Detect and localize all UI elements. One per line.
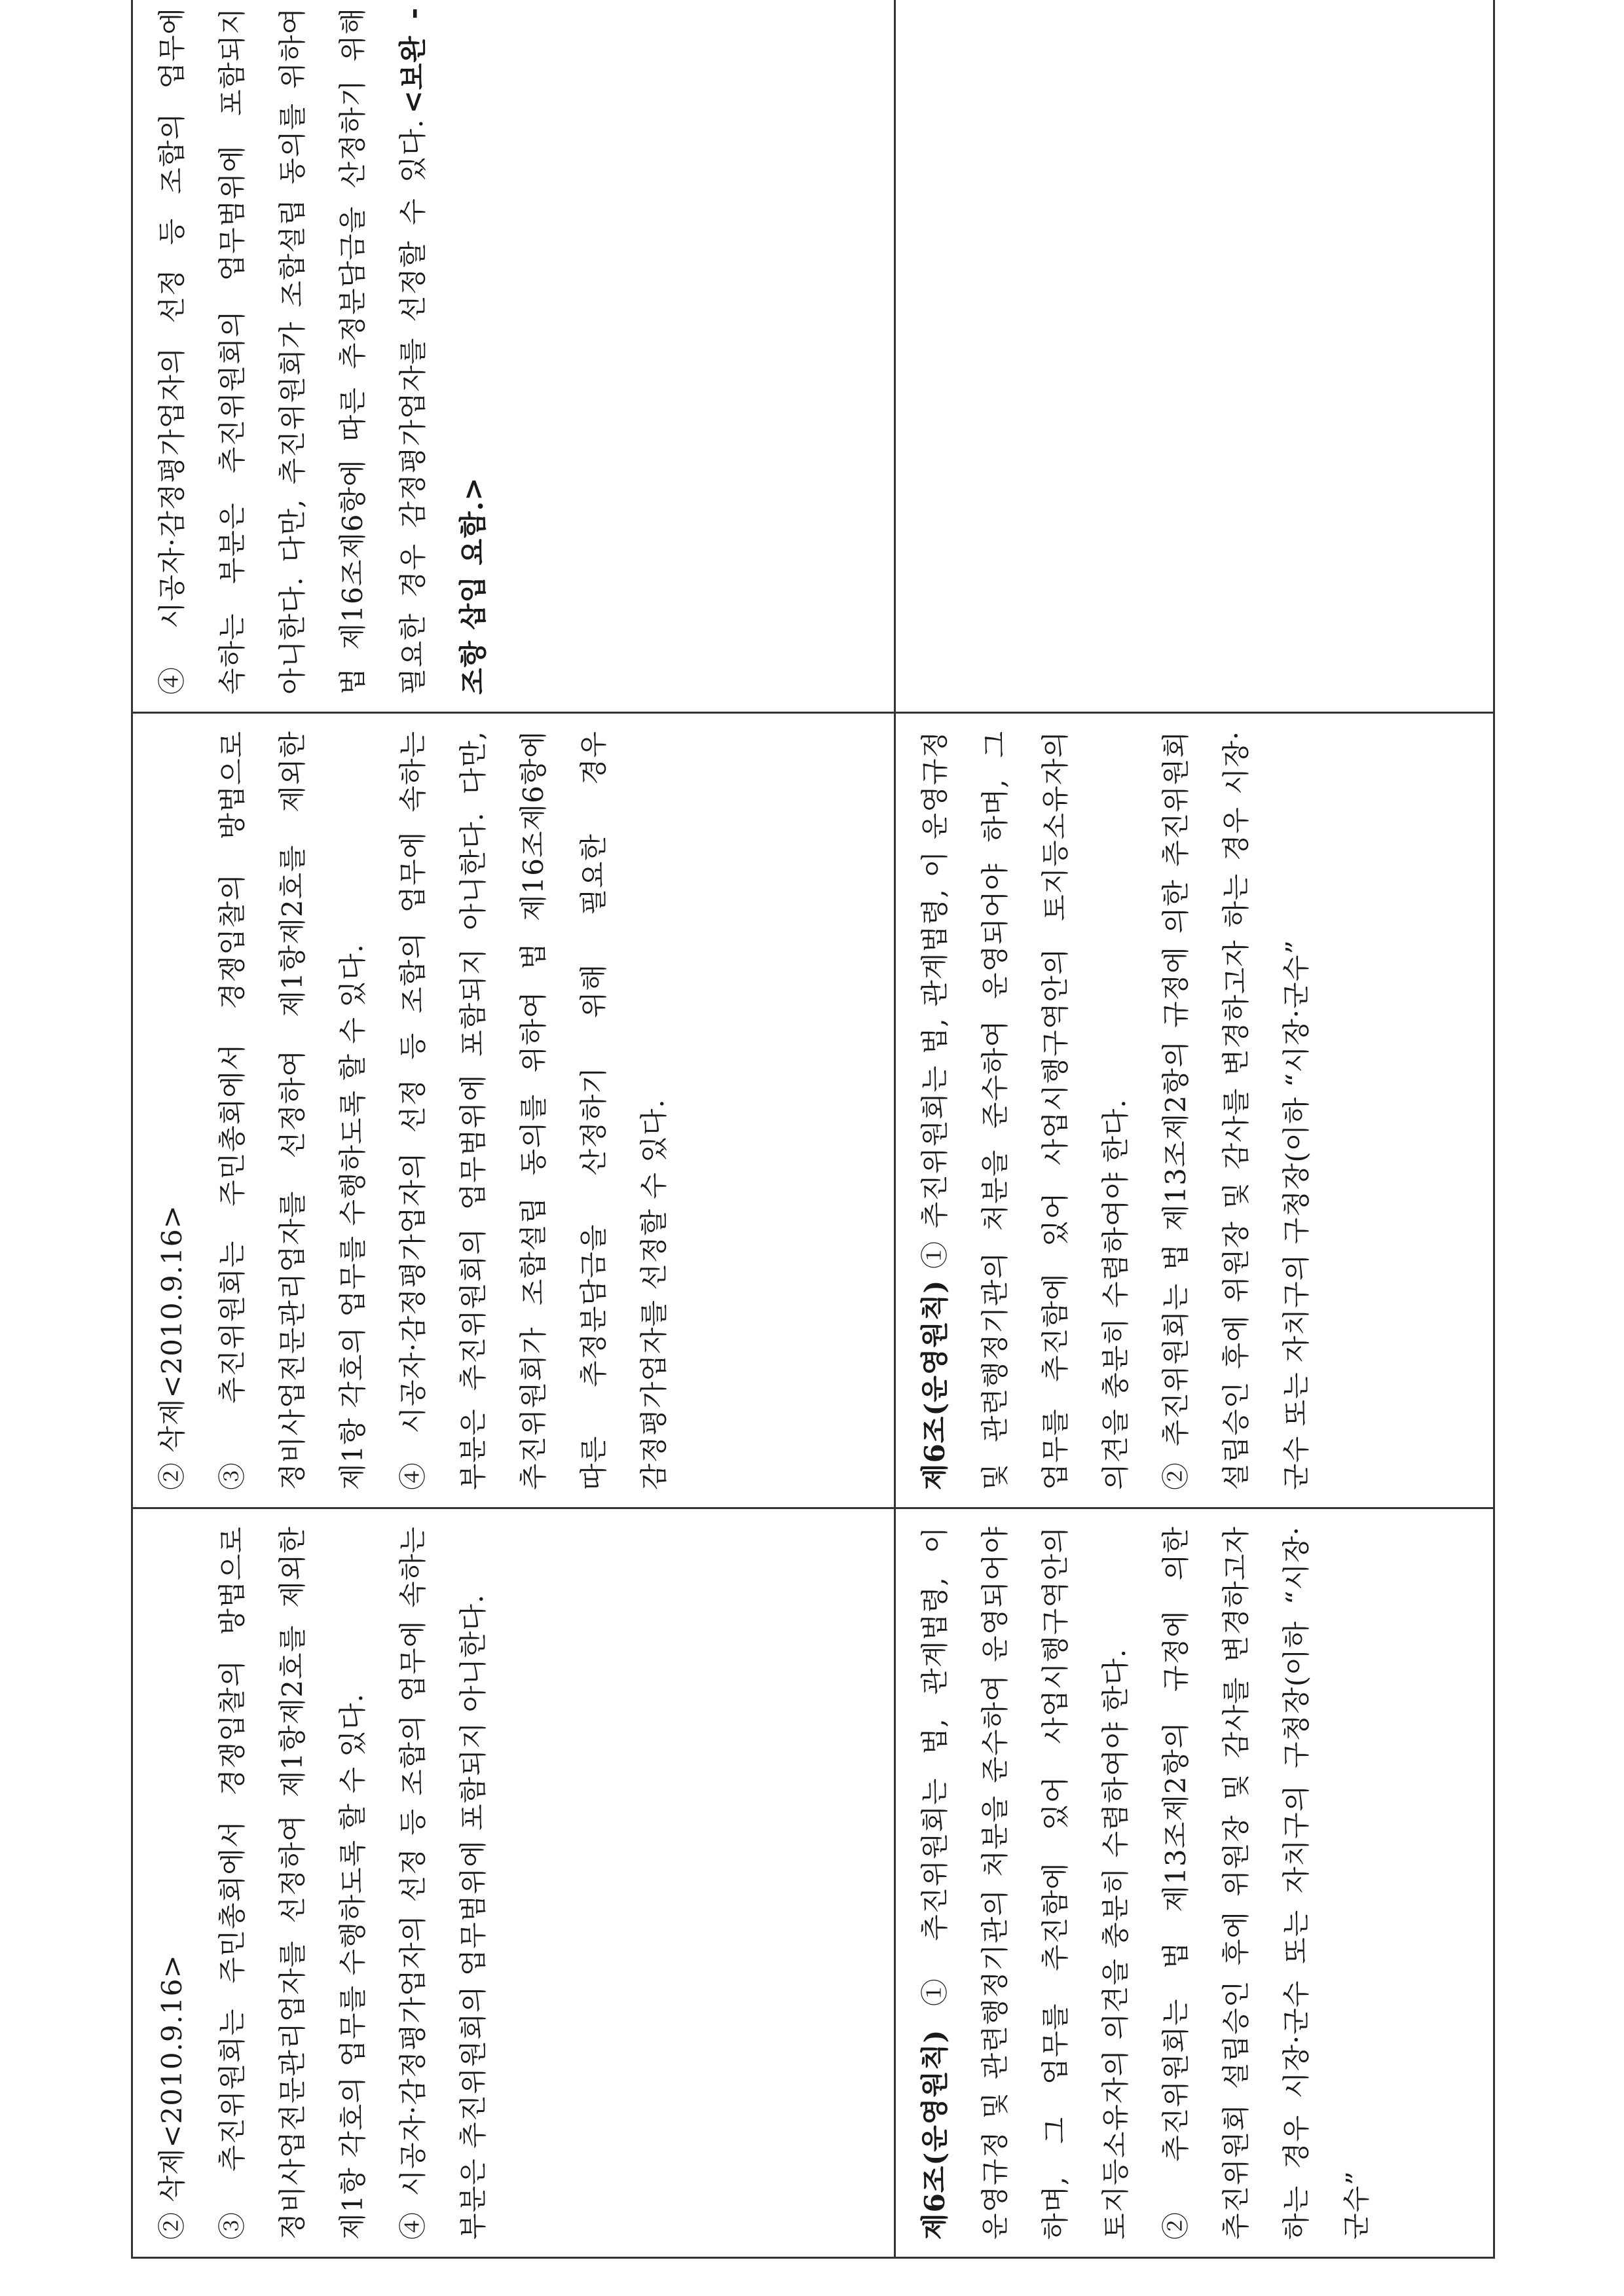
article-6 xyxy=(905,731,1146,1490)
note-text: ④ 시공자·감정평가업자의 선정 등 조합의 업무에 속하는 부분은 추진위원회의 업무범위에 포함되지 아니한다. 다만, 추진위원회가 조합설립 동의를 위하여 법 제16조제6항에 따른 추정분담금을 산정하기 위해 필요한 경우 감정평가업자를 선정할 수 있다. xyxy=(156,7,429,695)
table-cell-empty xyxy=(895,0,1494,713)
clause-3: ③ 추진위원회는 주민총회에서 경쟁입찰의 방법으로 정비사업전문관리업자를 선정하여 제1항제2호를 제외한 제1항 각호의 업무를 수행하도록 할 수 있다. xyxy=(216,1526,369,2240)
clause-3: ③ 추진위원회는 주민총회에서 경쟁입찰의 방법으로 정비사업전문관리업자를 선정하여 제1항제2호를 제외한 제1항 각호의 업무를 수행하도록 할 수 있다. xyxy=(216,731,369,1490)
article-heading: 제6조(운영원칙) xyxy=(919,1279,951,1490)
article-heading: 제6조(운영원칙) xyxy=(919,2029,951,2240)
table-cell-revised-text xyxy=(132,713,895,1508)
article-clause-1: ① 추진위원회는 법, 관계법령, 이 운영규정 및 관련행정기관의 처분을 준수하여 운영되어야 하며, 그 업무를 추진함에 있어 사업시행구역안의 토지등소유자의 의견을 충분히 수렴하여야 한다. xyxy=(919,1526,1132,2240)
table-row xyxy=(895,0,1494,2258)
note-bold-remark: <보완 - 조항 삽입 요함.> xyxy=(397,7,489,695)
article-clause-1: ① 추진위원회는 법, 관계법령, 이 운영규정 및 관련행정기관의 처분을 준수하여 운영되어야 하며, 그 업무를 추진함에 있어 사업시행구역안의 토지등소유자의 의견을 충분히 수렴하여야 한다. xyxy=(919,731,1132,1490)
article-clause-2: ② 추진위원회는 법 제13조제2항의 규정에 의한 추진위원회 설립승인 후에 위원장 및 감사를 변경하고자 하는 경우 시장·군수 또는 자치구의 구청장(이하 “시장·군수” xyxy=(1160,731,1312,1490)
clause-4: ④ 시공자·감정평가업자의 선정 등 조합의 업무에 속하는 부분은 추진위원회의 업무범위에 포함되지 아니한다. 다만, 추진위원회가 조합설립 동의를 위하여 법 제16조제6항에 따른 추정분담금을 산정하기 위해 필요한 경우 감정평가업자를 선정할 수 있다. xyxy=(397,731,670,1490)
regulation-comparison-table xyxy=(131,0,1495,2259)
clause-4-note xyxy=(142,7,504,695)
table-cell-current-text xyxy=(895,1508,1494,2258)
clause-4: ④ 시공자·감정평가업자의 선정 등 조합의 업무에 속하는 부분은 추진위원회의 업무범위에 포함되지 아니한다. xyxy=(397,1526,489,2240)
article-clause-2: ② 추진위원회는 법 제13조제2항의 규정에 의한 추진위원회 설립승인 후에 위원장 및 감사를 변경하고자 하는 경우 시장·군수 또는 자치구의 구청장(이하 “시장·군수” xyxy=(1160,1526,1373,2240)
table-row xyxy=(132,0,895,2258)
table-cell-current-text xyxy=(132,1508,895,2258)
clause-2-deleted: ② 삭제<2010.9.16> xyxy=(156,1205,188,1490)
table-cell-review-note xyxy=(132,0,895,713)
rotated-document-page xyxy=(131,7,1493,2259)
clause-2-deleted: ② 삭제<2010.9.16> xyxy=(156,1954,188,2240)
table-cell-revised-text xyxy=(895,713,1494,1508)
article-6 xyxy=(905,1526,1146,2240)
